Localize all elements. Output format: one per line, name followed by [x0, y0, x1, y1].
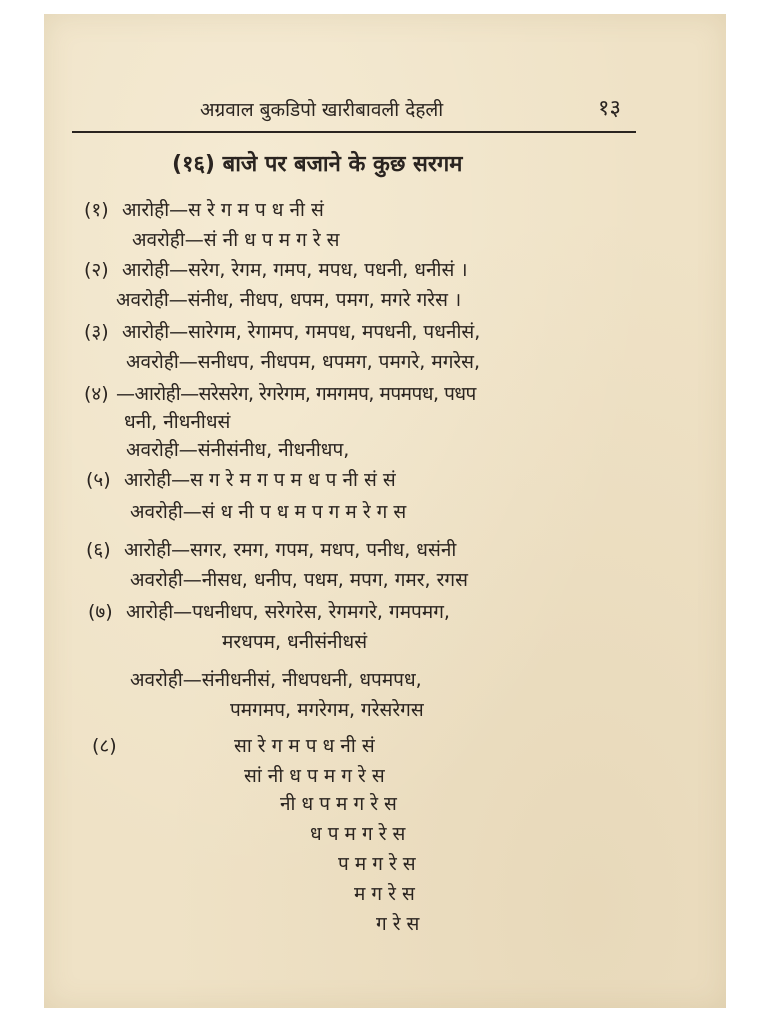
aroh-line: आरोही—सारेगम, रेगामप, गमपध, मपधनी, पधनीसं,: [122, 321, 481, 343]
aroh-line: आरोही—सगर, रमग, गपम, मधप, पनीध, धसंनी: [124, 539, 457, 561]
avaroh-line: अवरोही—सं नी ध प म ग रे स: [132, 229, 340, 251]
aroh-line: आरोही—स ग रे म ग प म ध प नी सं सं: [124, 469, 396, 491]
exercise-number: (१): [84, 199, 109, 221]
pyramid-row: सां नी ध प म ग रे स: [244, 765, 385, 787]
aroh-line: आरोही—सरेग, रेगम, गमप, मपध, पधनी, धनीसं ।: [122, 259, 468, 281]
aroh-line: —आरोही—सरेसरेग, रेगरेगम, गमगमप, मपमपध, पधप: [116, 383, 476, 405]
running-header: अग्रवाल बुकडिपो खारीबावली देहली: [200, 99, 444, 121]
avaroh-line: अवरोही—नीसध, धनीप, पधम, मपग, गमर, रगस: [130, 569, 468, 591]
exercise-number: (३): [84, 321, 109, 343]
exercise-number: (८): [92, 735, 117, 757]
pyramid-row: ग रे स: [376, 913, 420, 935]
section-title: (१६) बाजे पर बजाने के कुछ सरगम: [172, 152, 463, 177]
avaroh-line: अवरोही—संनीधनीसं, नीधपधनी, धपमपध,: [130, 669, 422, 691]
avaroh-line: अवरोही—सनीधप, नीधपम, धपमग, पमगरे, मगरेस,: [126, 351, 481, 373]
exercise-number: (४): [84, 383, 109, 405]
header-rule: [72, 131, 636, 133]
pyramid-row: म ग रे स: [354, 883, 415, 905]
avaroh-line: अवरोही—संनीध, नीधप, धपम, पमग, मगरे गरेस ।: [116, 289, 462, 311]
pyramid-row: प म ग रे स: [338, 853, 416, 875]
aroh-line: आरोही—पधनीधप, सरेगरेस, रेगमगरे, गमपमग,: [126, 601, 450, 623]
exercise-number: (६): [86, 539, 111, 561]
exercise-number: (२): [84, 259, 109, 281]
page-number: १३: [598, 96, 621, 121]
avaroh-continuation: पमगमप, मगरेगम, गरेसरेगस: [230, 699, 424, 721]
avaroh-line: अवरोही—संनीसंनीध, नीधनीधप,: [126, 439, 350, 461]
aroh-continuation: मरधपम, धनीसंनीधसं: [222, 631, 368, 653]
pyramid-row: नी ध प म ग रे स: [280, 793, 397, 815]
pyramid-row: सा रे ग म प ध नी सं: [234, 735, 375, 757]
exercise-number: (५): [86, 469, 111, 491]
pyramid-row: ध प म ग रे स: [310, 823, 406, 845]
aroh-continuation: धनी, नीधनीधसं: [124, 411, 231, 433]
aroh-line: आरोही—स रे ग म प ध नी सं: [122, 199, 324, 221]
avaroh-line: अवरोही—सं ध नी प ध म प ग म रे ग स: [130, 501, 407, 523]
exercise-number: (७): [88, 601, 113, 623]
